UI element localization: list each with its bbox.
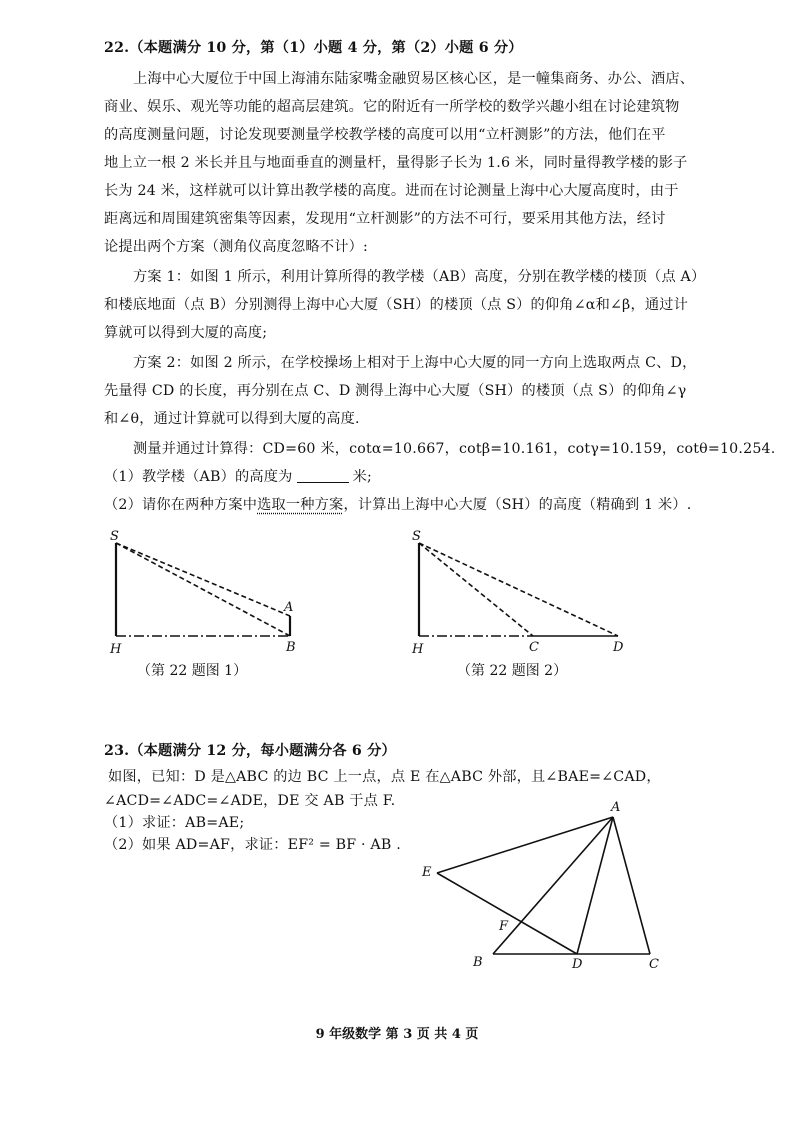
page-footer: 9 年级数学 第 3 页 共 4 页 — [315, 1027, 479, 1042]
q22-paragraph-line: 地上立一根 2 米长并且与地面垂直的测量杆，量得影子长为 1.6 米，同时量得教学楼的影子 — [104, 155, 688, 171]
q22-figure-1-caption: （第 22 题图 1） — [137, 663, 248, 679]
label-d: D — [572, 957, 583, 972]
q22-paragraph-line: 商业、娱乐、观光等功能的超高层建筑。它的附近有一所学校的数学兴趣小组在讨论建筑物 — [104, 99, 680, 115]
answer-blank — [297, 468, 349, 483]
segment-ac — [613, 817, 650, 954]
label-b: B — [286, 640, 296, 655]
label-b: B — [473, 955, 483, 970]
q22-sub2-emphasis: 选取一种方案 — [257, 497, 344, 513]
label-e: E — [422, 865, 432, 880]
sight-line-d — [419, 543, 618, 636]
q22-measurement: 测量并通过计算得：CD=60 米，cotα=10.667，cotβ=10.161，cotγ=10.159，cotθ=10.254. — [133, 441, 776, 457]
q23-sub1: （1）求证：AB=AE; — [104, 815, 245, 831]
q22-header: 22.（本题满分 10 分，第（1）小题 4 分，第（2）小题 6 分） — [104, 40, 523, 56]
q22-plan1-line: 算就可以得到大厦的高度; — [104, 325, 268, 341]
q22-paragraph-line: 距离远和周围建筑密集等因素，发现用“立杆测影”的方法不可行，要采用其他方法，经讨 — [104, 211, 666, 227]
q22-figure-2 — [400, 528, 640, 663]
label-a: A — [284, 600, 294, 615]
label-s: S — [110, 529, 119, 544]
q22-sub2-text-a: （2）请你在两种方案中 — [104, 497, 258, 513]
q23-header: 23.（本题满分 12 分，每小题满分各 6 分） — [104, 743, 396, 759]
q22-figure-2-caption: （第 22 题图 2） — [457, 663, 568, 679]
q22-sub2 — [104, 495, 691, 515]
label-d: D — [613, 640, 624, 655]
q22-paragraph-line: 上海中心大厦位于中国上海浦东陆家嘴金融贸易区核心区，是一幢集商务、办公、酒店、 — [133, 71, 695, 87]
q23-sub2: （2）如果 AD=AF，求证：EF² = BF · AB . — [104, 837, 401, 853]
q22-figure-1 — [100, 528, 320, 663]
q22-sub2-text-c: ，计算出上海中心大厦（SH）的高度（精确到 1 米）. — [343, 497, 692, 513]
label-c: C — [529, 640, 539, 655]
q22-plan2-line: 方案 2：如图 2 所示，在学校操场上相对于上海中心大厦的同一方向上选取两点 C、D， — [133, 355, 697, 371]
q22-plan1-line: 和楼底地面（点 B）分别测得上海中心大厦（SH）的楼顶（点 S）的仰角∠α和∠β，通过计 — [104, 297, 688, 313]
q22-sub1-text: （1）教学楼（AB）的高度为 — [104, 469, 293, 485]
q23-line: 如图，已知：D 是△ABC 的边 BC 上一点，点 E 在△ABC 外部，且∠BAE=∠CAD， — [108, 769, 661, 785]
label-h: H — [110, 642, 122, 657]
q22-sub1 — [104, 467, 372, 487]
sight-line-b — [116, 543, 290, 636]
q22-paragraph-line: 论提出两个方案（测角仪高度忽略不计）: — [104, 239, 368, 255]
sight-line-c — [419, 543, 533, 636]
label-a: A — [611, 800, 621, 815]
label-h: H — [412, 642, 424, 657]
segment-ea — [437, 817, 613, 873]
label-c: C — [649, 957, 659, 972]
q22-sub1-unit: 米; — [352, 469, 372, 485]
q23-figure — [410, 796, 680, 976]
q22-plan2-line: 先量得 CD 的长度，再分别在点 C、D 测得上海中心大厦（SH）的楼顶（点 S）的仰角∠γ — [104, 383, 687, 399]
segment-ed — [437, 873, 577, 954]
label-f: F — [499, 919, 509, 934]
q22-plan2-line: 和∠θ，通过计算就可以得到大厦的高度. — [104, 411, 360, 427]
sight-line-a — [116, 543, 290, 616]
q22-plan1-line: 方案 1：如图 1 所示，利用计算所得的教学楼（AB）高度，分别在教学楼的楼顶（点 A） — [133, 269, 706, 285]
q22-paragraph-line: 的高度测量问题，讨论发现要测量学校教学楼的高度可以用“立杆测影”的方法，他们在平 — [104, 127, 666, 143]
q23-line: ∠ACD=∠ADC=∠ADE，DE 交 AB 于点 F. — [104, 793, 396, 809]
q22-paragraph-line: 长为 24 米，这样就可以计算出教学楼的高度。进而在讨论测量上海中心大厦高度时，由于 — [104, 183, 679, 199]
label-s: S — [412, 529, 421, 544]
